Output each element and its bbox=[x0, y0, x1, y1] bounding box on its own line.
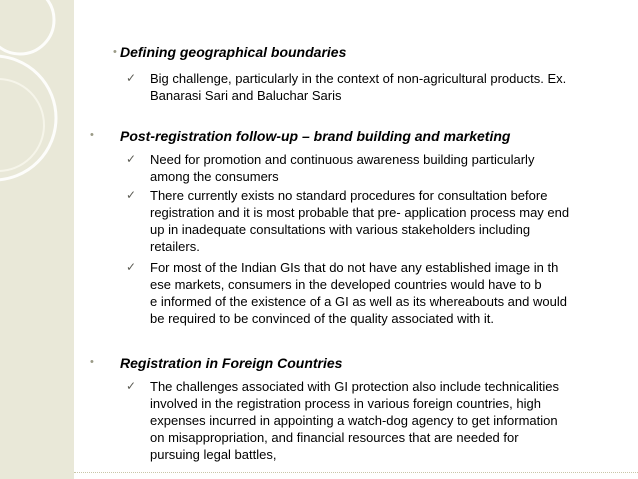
section-heading: Registration in Foreign Countries bbox=[120, 355, 343, 371]
item-text-line: retailers. bbox=[150, 239, 200, 254]
checkmark-icon: ✓ bbox=[126, 379, 137, 393]
checkmark-icon: ✓ bbox=[126, 152, 137, 166]
item-text-line: Banarasi Sari and Baluchar Saris bbox=[150, 88, 342, 103]
bullet-icon: • bbox=[90, 129, 94, 141]
item-text-line: For most of the Indian GIs that do not have any established image in th bbox=[150, 260, 559, 275]
item-text-line: Big challenge, particularly in the context of non-agricultural products. Ex. bbox=[150, 71, 567, 86]
decorative-rings-icon bbox=[0, 0, 74, 479]
section-heading: Defining geographical boundaries bbox=[120, 44, 347, 60]
item-text-line: be required to be convinced of the quality associated with it. bbox=[150, 311, 494, 326]
item-text-line: involved in the registration process in various foreign countries, high bbox=[150, 396, 541, 411]
section-heading: Post-registration follow-up – brand building and marketing bbox=[120, 128, 511, 144]
item-text-line: ese markets, consumers in the developed countries would have to b bbox=[150, 277, 542, 292]
section-post-registration bbox=[0, 128, 638, 326]
item-text-line: pursuing legal battles, bbox=[150, 447, 277, 462]
section-defining-boundaries bbox=[0, 44, 638, 103]
item-text-line: expenses incurred in appointing a watch-dog agency to get information bbox=[150, 413, 558, 428]
item-text-line: Need for promotion and continuous awareness building particularly bbox=[150, 152, 535, 167]
bullet-icon: • bbox=[113, 46, 117, 58]
item-text-line: on misappropriation, and financial resources that are needed for bbox=[150, 430, 519, 445]
item-text-line: e informed of the existence of a GI as well as its whereabouts and would bbox=[150, 294, 567, 309]
item-text-line: registration and it is most probable that pre- application process may end bbox=[150, 205, 570, 220]
item-text-line: up in inadequate consultations with various stakeholders including bbox=[150, 222, 531, 237]
item-text-line: There currently exists no standard procedures for consultation before bbox=[150, 188, 548, 203]
bottom-divider bbox=[74, 472, 638, 473]
item-text-line: among the consumers bbox=[150, 169, 279, 184]
decorative-side-strip bbox=[0, 0, 74, 479]
section-foreign-registration bbox=[0, 355, 638, 462]
checkmark-icon: ✓ bbox=[126, 188, 137, 202]
bullet-icon: • bbox=[90, 356, 94, 368]
item-text-line: The challenges associated with GI protection also include technicalities bbox=[150, 379, 560, 394]
checkmark-icon: ✓ bbox=[126, 260, 137, 274]
checkmark-icon: ✓ bbox=[126, 71, 137, 85]
